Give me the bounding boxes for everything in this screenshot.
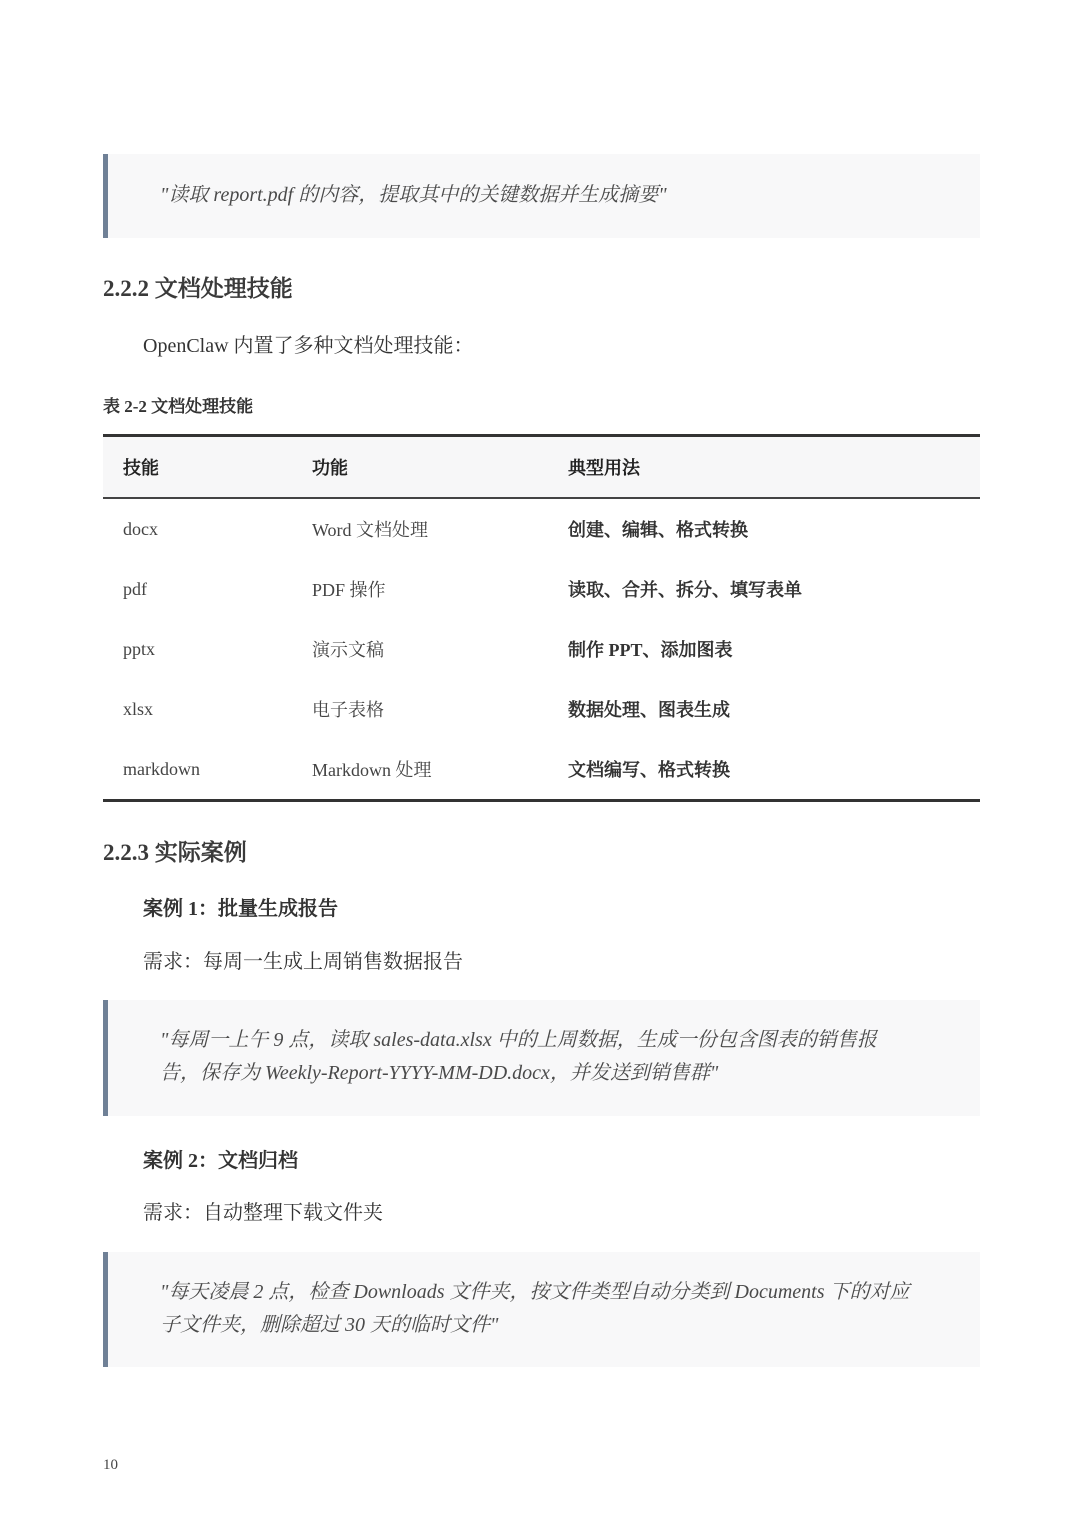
cell-usage: 创建、编辑、格式转换 xyxy=(568,520,748,540)
table-row xyxy=(103,679,980,739)
section-heading-2-2-2: 2.2.2 文档处理技能 xyxy=(103,276,293,301)
header-skill: 技能 xyxy=(123,458,159,478)
cell-function: Markdown 处理 xyxy=(312,760,432,780)
cell-function: Word 文档处理 xyxy=(312,520,429,540)
cell-function: PDF 操作 xyxy=(312,580,386,600)
cell-usage: 文档编写、格式转换 xyxy=(568,760,730,780)
section-heading-2-2-3: 2.2.3 实际案例 xyxy=(103,840,247,865)
cell-usage: 读取、合并、拆分、填写表单 xyxy=(568,580,802,600)
cell-usage: 制作 PPT、添加图表 xyxy=(568,640,733,660)
quote-block-report xyxy=(103,154,980,238)
cell-skill: pdf xyxy=(123,578,147,599)
quote-block-case1 xyxy=(103,1000,980,1116)
table-row xyxy=(103,559,980,619)
quote-text: "读取 report.pdf 的内容，提取其中的关键数据并生成摘要" xyxy=(160,184,667,206)
section-intro: OpenClaw 内置了多种文档处理技能： xyxy=(143,335,474,357)
case1-title: 案例 1：批量生成报告 xyxy=(143,898,338,920)
table-row xyxy=(103,739,980,799)
cell-skill: xlsx xyxy=(123,698,154,719)
quote-line: "每天凌晨 2 点，检查 Downloads 文件夹，按文件类型自动分类到 Documents 下的对应 xyxy=(160,1281,910,1303)
quote-line: 告，保存为 Weekly-Report-YYYY-MM-DD.docx，并发送到销售群" xyxy=(160,1062,719,1084)
table-header-row xyxy=(103,437,980,499)
cell-skill: docx xyxy=(123,518,158,539)
header-usage: 典型用法 xyxy=(568,458,640,478)
cell-usage: 数据处理、图表生成 xyxy=(568,700,730,720)
case1-requirement: 需求：每周一生成上周销售数据报告 xyxy=(143,951,463,973)
case2-title: 案例 2：文档归档 xyxy=(143,1150,298,1172)
cell-skill: markdown xyxy=(123,758,200,779)
quote-block-case2 xyxy=(103,1252,980,1367)
cell-function: 演示文稿 xyxy=(312,640,384,660)
skills-table xyxy=(103,434,980,802)
quote-line: 子文件夹，删除超过 30 天的临时文件" xyxy=(160,1314,499,1336)
table-caption: 表 2-2 文档处理技能 xyxy=(103,397,254,416)
case2-requirement: 需求：自动整理下载文件夹 xyxy=(143,1202,383,1224)
header-function: 功能 xyxy=(312,458,348,478)
table-row xyxy=(103,619,980,679)
cell-skill: pptx xyxy=(123,638,156,659)
quote-line: "每周一上午 9 点，读取 sales-data.xlsx 中的上周数据，生成一份包含图表的销售报 xyxy=(160,1029,877,1051)
cell-function: 电子表格 xyxy=(312,700,384,720)
table-row xyxy=(103,499,980,559)
page-number: 10 xyxy=(103,1457,118,1473)
